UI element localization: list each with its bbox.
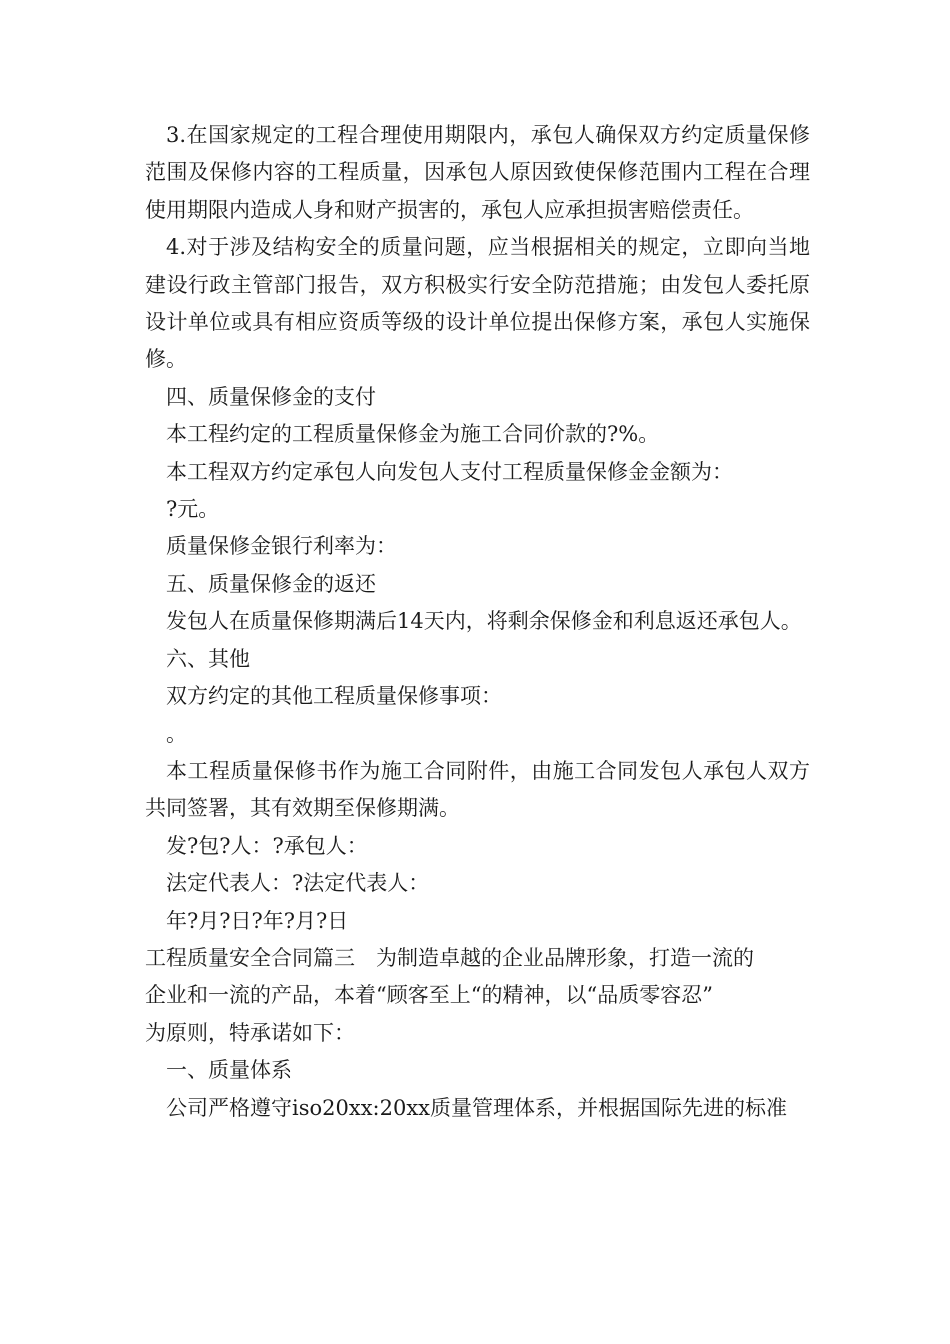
paragraph-clause-3: 3.在国家规定的工程合理使用期限内，承包人确保双方约定质量保修范围及保修内容的工程质量，因承包人原因致使保修范围内工程在合理使用期限内造成人身和财产损害的，承包人应承担损害赔偿责任。 [145,123,810,222]
paragraph-clause-4: 4.对于涉及结构安全的质量问题，应当根据相关的规定，立即向当地建设行政主管部门报告，双方积极实行安全防范措施；由发包人委托原设计单位或具有相应资质等级的设计单位提出保修方案，承包人实施保修。 [145,235,810,372]
paragraph-bank-rate: 质量保修金银行利率为： [166,534,397,559]
heading-quality-system: 一、质量体系 [166,1058,292,1083]
signature-representatives: 法定代表人：?法定代表人： [166,871,430,896]
paragraph-section-three [145,940,810,1052]
paragraph-validity: 本工程质量保修书作为施工合同附件，由施工合同发包人承包人双方共同签署，其有效期至保修期满。 [145,758,810,821]
paragraph-deposit-rate: 本工程约定的工程质量保修金为施工合同价款的?%。 [166,422,660,447]
document-body [145,117,810,1127]
heading-section-5: 五、质量保修金的返还 [166,571,376,596]
paragraph-blank: 。 [166,721,187,746]
heading-section-4: 四、质量保修金的支付 [166,384,376,409]
section-three-line-1: 工程质量安全合同篇三 为制造卓越的企业品牌形象，打造一流的 [145,945,754,970]
paragraph-other-matters: 双方约定的其他工程质量保修事项： [166,684,502,709]
section-three-line-3: 为原则，特承诺如下： [145,1020,355,1045]
paragraph-deposit-amount: 本工程双方约定承包人向发包人支付工程质量保修金金额为： [166,459,733,484]
paragraph-quality-system: 公司严格遵守iso20xx:20xx质量管理体系，并根据国际先进的标准 [166,1095,788,1120]
paragraph-amount-yuan: ?元。 [166,497,220,522]
paragraph-return: 发包人在质量保修期满后14天内，将剩余保修金和利息返还承包人。 [166,609,802,634]
signature-dates: 年?月?日?年?月?日 [166,908,349,933]
section-three-line-2: 企业和一流的产品，本着“顾客至上“的精神，以“品质零容忍” [145,983,713,1008]
heading-section-6: 六、其他 [166,646,250,671]
signature-parties: 发?包?人：?承包人： [166,833,368,858]
